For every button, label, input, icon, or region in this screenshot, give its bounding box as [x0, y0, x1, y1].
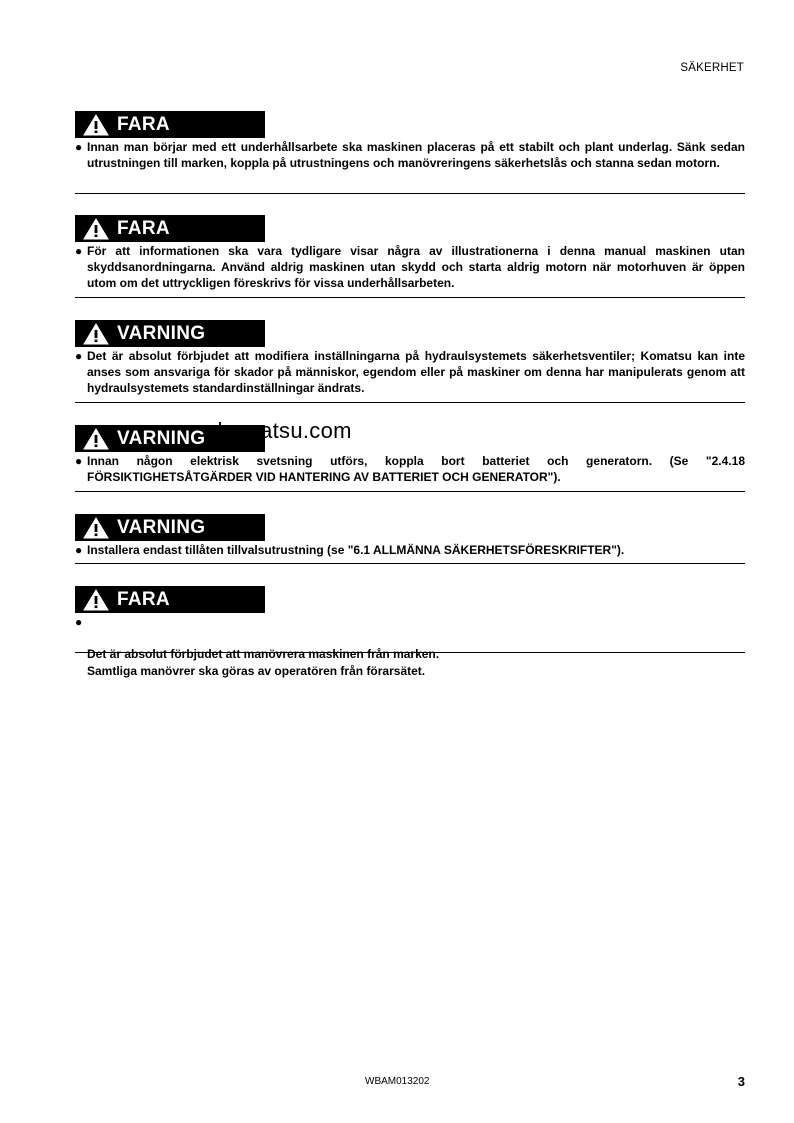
bullet: ●: [75, 615, 83, 629]
danger-notice: [75, 215, 745, 292]
section-header: SÄKERHET: [680, 62, 744, 74]
notice-text-content: Innan någon elektrisk svetsning utförs, koppla bort batteriet och generatorn. (Se "2.4.18 FÖRSIKTIGHETSÅTGÄRDER VID HANTERING AV BATTERIET OCH GENERATOR").: [87, 454, 745, 485]
notice-label-text: VARNING: [117, 322, 206, 344]
bullet: ●: [75, 244, 83, 258]
bullet: ●: [75, 349, 83, 363]
notice-text-content: För att informationen ska vara tydligare visar några av illustrationerna i denna manual maskinen utan skyddsanordningarna. Använd aldrig maskinen utan skydd och starta aldrig motorn när motorhuven är öppen utom om det uttryckligen föreskrivs för vissa underhållsarbeten.: [87, 244, 745, 291]
notice-label-text: FARA: [117, 113, 170, 135]
bullet: ●: [75, 543, 83, 557]
page-number: 3: [737, 1074, 745, 1089]
divider: [75, 193, 745, 194]
danger-notice: [75, 111, 745, 171]
notice-text-content: Installera endast tillåten tillvalsutrustning (se "6.1 ALLMÄNNA SÄKERHETSFÖRESKRIFTER").: [87, 543, 625, 557]
notice-text: [75, 139, 745, 171]
warning-notice: [75, 320, 745, 397]
warning-triangle-icon: [83, 323, 109, 345]
warning-triangle-icon: [83, 428, 109, 450]
notice-text: [75, 614, 745, 679]
warning-label: [75, 514, 265, 541]
notice-text: [75, 243, 745, 292]
notice-label-text: VARNING: [117, 516, 206, 538]
document-code: WBAM013202: [365, 1076, 430, 1087]
warning-notice: [75, 425, 745, 485]
watermark: -komatsu.com: [210, 418, 352, 443]
bullet: ●: [75, 454, 83, 468]
notice-text-content: Innan man börjar med ett underhållsarbete ska maskinen placeras på ett stabilt och plant underlag. Sänk sedan utrustningen till marken, koppla på utrustningens och manövreringens säkerhetslås och stanna sedan motorn.: [87, 140, 745, 171]
warning-notice: [75, 514, 745, 558]
danger-notice: [75, 586, 745, 679]
notice-label-text: FARA: [117, 588, 170, 610]
danger-label: [75, 215, 265, 242]
divider: [75, 563, 745, 564]
notice-text: [75, 348, 745, 397]
danger-label: [75, 586, 265, 613]
warning-triangle-icon: [83, 114, 109, 136]
warning-label: [75, 320, 265, 347]
notice-label-text: VARNING: [117, 427, 206, 449]
warning-triangle-icon: [83, 589, 109, 611]
bullet: ●: [75, 140, 83, 154]
notice-text-content: Det är absolut förbjudet att modifiera inställningarna på hydraulsystemets säkerhetsventiler; Komatsu kan inte anses som ansvariga för skador på människor, egendom eller på maskiner om denna har manipulerats genom att hydraulsystemets standardinställningar ändrats.: [87, 349, 745, 396]
notice-text-content: Det är absolut förbjudet att manövrera maskinen från marken. Samtliga manövrer ska göras av operatören från förarsätet.: [87, 647, 440, 678]
warning-triangle-icon: [83, 218, 109, 240]
warning-triangle-icon: [83, 517, 109, 539]
divider: [75, 402, 745, 403]
notice-text: [75, 542, 745, 558]
notice-label-text: FARA: [117, 217, 170, 239]
notice-text: [75, 453, 745, 485]
divider: [75, 652, 745, 653]
divider: [75, 491, 745, 492]
divider: [75, 297, 745, 298]
danger-label: [75, 111, 265, 138]
